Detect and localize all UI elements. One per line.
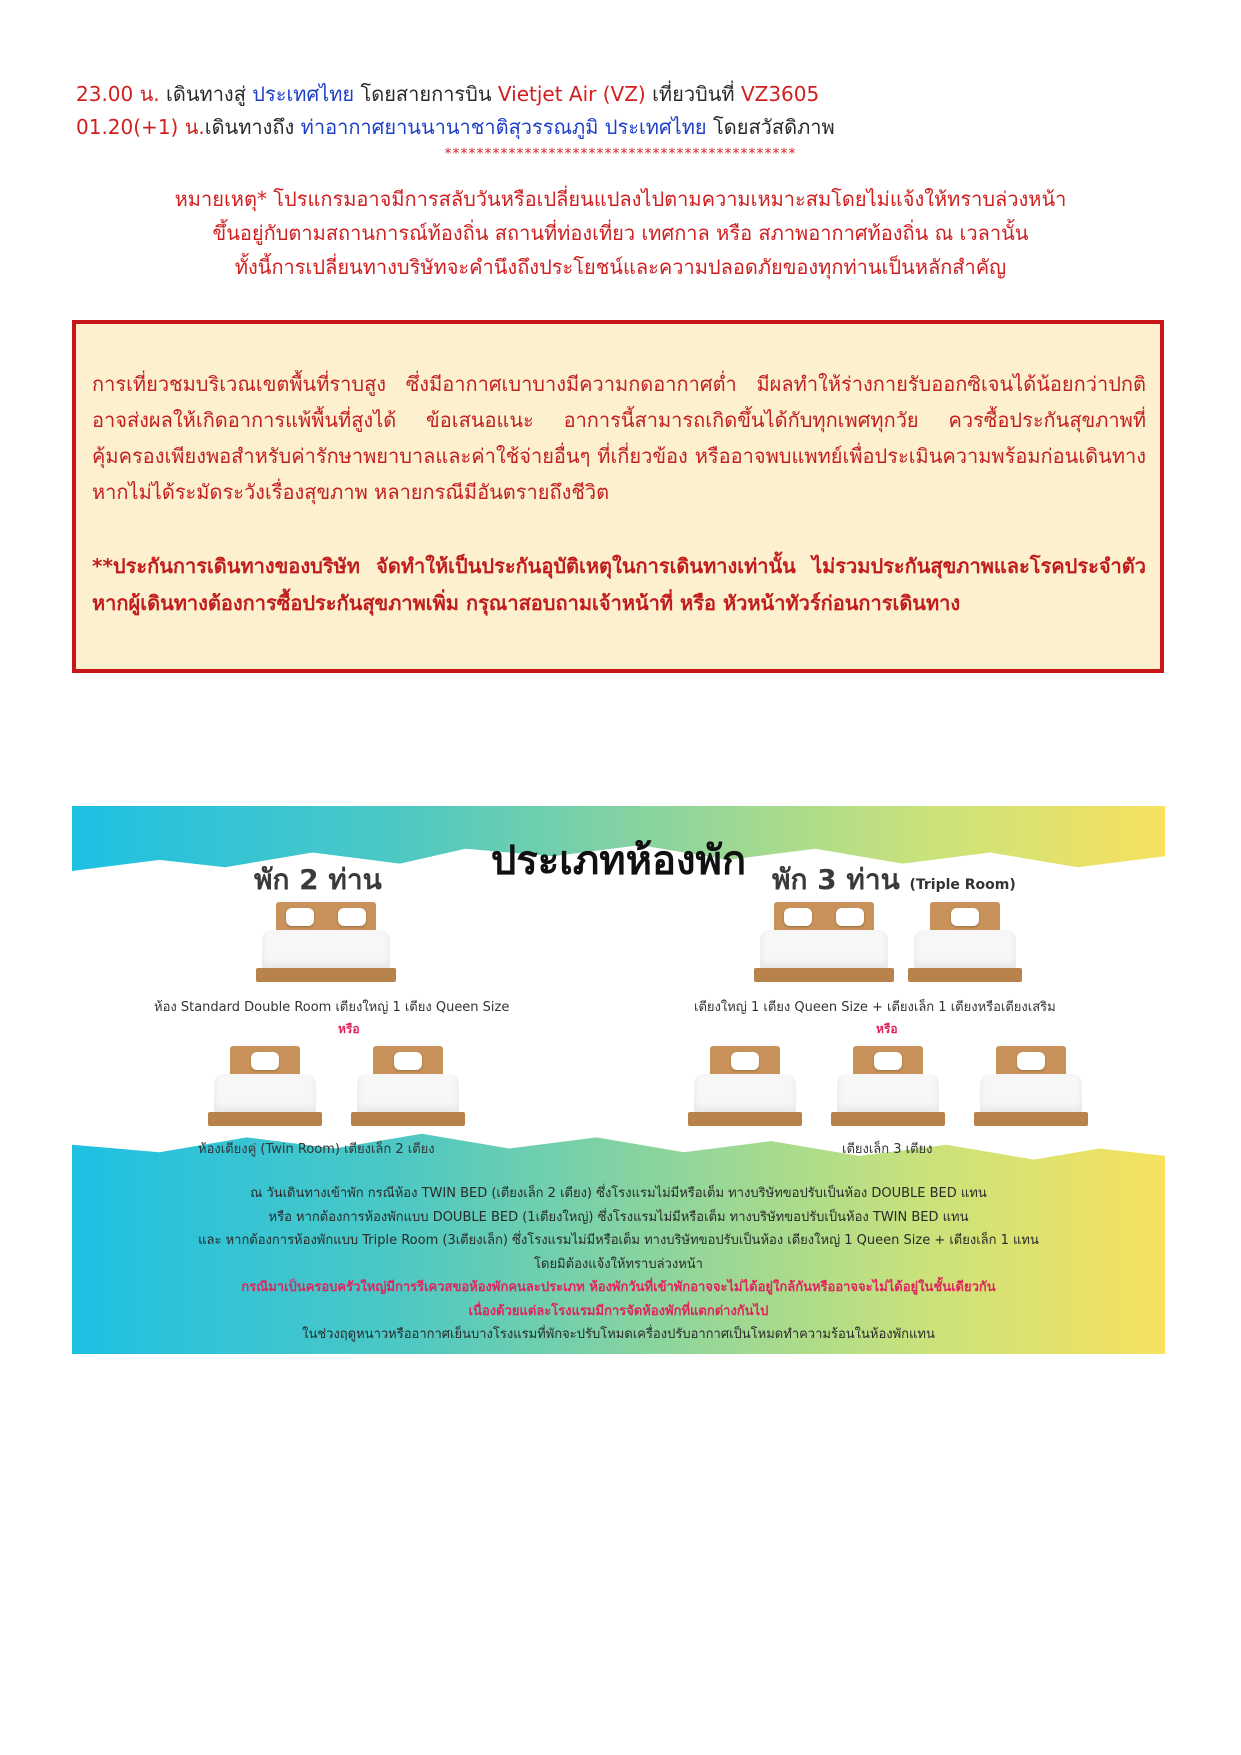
single-bed-extra-image [908, 902, 1022, 992]
room-note-line: ในช่วงฤดูหนาวหรืออากาศเย็นบางโรงแรมที่พักจะปรับโหมดเครื่องปรับอากาศเป็นโหมดทำความร้อนในห้องพักแทน [302, 1327, 935, 1342]
flight-number: VZ3605 [740, 82, 820, 106]
twin-bed-1-image [208, 1046, 322, 1136]
departure-time: 23.00 น. [76, 82, 160, 106]
room-note-line: โดยมิต้องแจ้งให้ทราบล่วงหน้า [534, 1256, 703, 1272]
queen-bed-image [256, 902, 396, 992]
room-note-line: และ หากต้องการห้องพักแบบ Triple Room (3เตียงเล็ก) ซึ่งโรงแรมไม่มีหรือเต็ม ทางบริษัทขอปรับเป็นห้อง เตียงใหญ่ 1 Queen Size + เตียงเล็ก 1 แทน [198, 1233, 1039, 1248]
flight-departure-line [76, 78, 819, 110]
two-person-heading: พัก 2 ท่าน [254, 863, 382, 896]
destination-country: ประเทศไทย [252, 82, 355, 106]
twin-bed-2-image [351, 1046, 465, 1136]
twin-room-caption: ห้องเตียงคู่ (Twin Room) เตียงเล็ก 2 เตียง [198, 1142, 435, 1157]
three-person-heading-text: พัก 3 ท่าน [772, 863, 900, 896]
arrival-airport: ท่าอากาศยานนานาชาติสุวรรณภูมิ [300, 115, 599, 139]
arrival-time: 01.20(+1) น. [76, 115, 205, 139]
or-label-two: หรือ [338, 1022, 360, 1036]
remark-line-1: หมายเหตุ* โปรแกรมอาจมีการสลับวันหรือเปลี่ยนแปลงไปตามความเหมาะสมโดยไม่แจ้งให้ทราบล่วงหน้า [174, 187, 1067, 211]
triple-bed-3-image [974, 1046, 1088, 1136]
arrival-text: เดินทางถึง [204, 115, 301, 139]
arrival-country: ประเทศไทย [604, 115, 707, 139]
queen-bed-triple-image [754, 902, 894, 992]
insurance-notice: **ประกันการเดินทางของบริษัท จัดทำให้เป็นประกันอุบัติเหตุในการเดินทางเท่านั้น ไม่รวมประกันสุขภาพและโรคประจำตัว หากผู้เดินทางต้องการซื้อประกันสุขภาพเพิ่ม กรุณาสอบถามเจ้าหน้าที่ หรือ หัวหน้าทัวร์ก่อนการเดินทาง [92, 554, 1146, 615]
remark-line-3: ทั้งนี้การเปลี่ยนทางบริษัทจะคำนึงถึงประโยชน์และความปลอดภัยของทุกท่านเป็นหลักสำคัญ [234, 255, 1007, 279]
room-note-line: หรือ หากต้องการห้องพักแบบ DOUBLE BED (1เตียงใหญ่) ซึ่งโรงแรมไม่มีหรือเต็ม ทางบริษัทขอปรับเป็นห้อง TWIN BED แทน [268, 1209, 969, 1225]
room-type-banner [72, 806, 1165, 1354]
flight-arrival-line [76, 111, 835, 143]
airline-name: Vietjet Air (VZ) [497, 82, 646, 106]
health-warning-box [72, 320, 1164, 673]
flight-prefix: เที่ยวบินที่ [645, 82, 741, 106]
room-note-highlight: กรณีมาเป็นครอบครัวใหญ่มีการรีเควสขอห้องพักคนละประเภท ห้องพักวันที่เข้าพักอาจจะไม่ได้อยู่ใกล้กันหรืออาจจะไม่ได้อยู่ในชั้นเดียวกัน [241, 1280, 996, 1295]
room-note-line: ณ วันเดินทางเข้าพัก กรณีห้อง TWIN BED (เตียงเล็ก 2 เตียง) ซึ่งโรงแรมไม่มีหรือเต็ม ทางบริษัทขอปรับเป็นห้อง DOUBLE BED แทน [250, 1186, 987, 1201]
remark-line-2: ขึ้นอยู่กับตามสถานการณ์ท้องถิ่น สถานที่ท่องเที่ยว เทศกาล หรือ สภาพอากาศท้องถิ่น ณ เวลานั้น [212, 221, 1029, 245]
departure-text: เดินทางสู่ [159, 82, 253, 106]
airline-prefix: โดยสายการบิน [354, 82, 498, 106]
double-room-caption: ห้อง Standard Double Room เตียงใหญ่ 1 เตียง Queen Size [154, 1000, 510, 1015]
separator-stars: ******************************************** [444, 146, 797, 162]
triple-bed-1-image [688, 1046, 802, 1136]
triple-room-caption: เตียงเล็ก 3 เตียง [842, 1142, 933, 1157]
room-notes [72, 1182, 1165, 1347]
triple-room-note: (Triple Room) [909, 877, 1016, 893]
arrival-suffix: โดยสวัสดิภาพ [706, 115, 835, 139]
triple-bed-2-image [831, 1046, 945, 1136]
or-label-three: หรือ [876, 1022, 898, 1036]
health-warning-text: การเที่ยวชมบริเวณเขตพื้นที่ราบสูง ซึ่งมีอากาศเบาบางมีความกดอากาศต่ำ มีผลทำให้ร่างกายรับออกซิเจนได้น้อยกว่าปกติ อาจส่งผลให้เกิดอาการแพ้พื้นที่สูงได้ ข้อเสนอแนะ อาการนี้สามารถเกิดขึ้นได้กับทุกเพศทุกวัย ควรซื้อประกันสุขภาพที่คุ้มครองเพียงพอสำหรับค่ารักษาพยาบาลและค่าใช้จ่ายอื่นๆ ที่เกี่ยวข้อง หรืออาจพบแพทย์เพื่อประเมินความพร้อมก่อนเดินทาง หากไม่ได้ระมัดระวังเรื่องสุขภาพ หลายกรณีมีอันตรายถึงชีวิต [92, 372, 1146, 504]
triple-combo-caption: เตียงใหญ่ 1 เตียง Queen Size + เตียงเล็ก 1 เตียงหรือเตียงเสริม [694, 1000, 1056, 1015]
three-person-heading [772, 858, 1016, 902]
room-note-highlight: เนื่องด้วยแต่ละโรงแรมมีการจัดห้องพักที่แตกต่างกันไป [468, 1303, 769, 1319]
banner-title: ประเภทห้องพัก [490, 838, 747, 884]
